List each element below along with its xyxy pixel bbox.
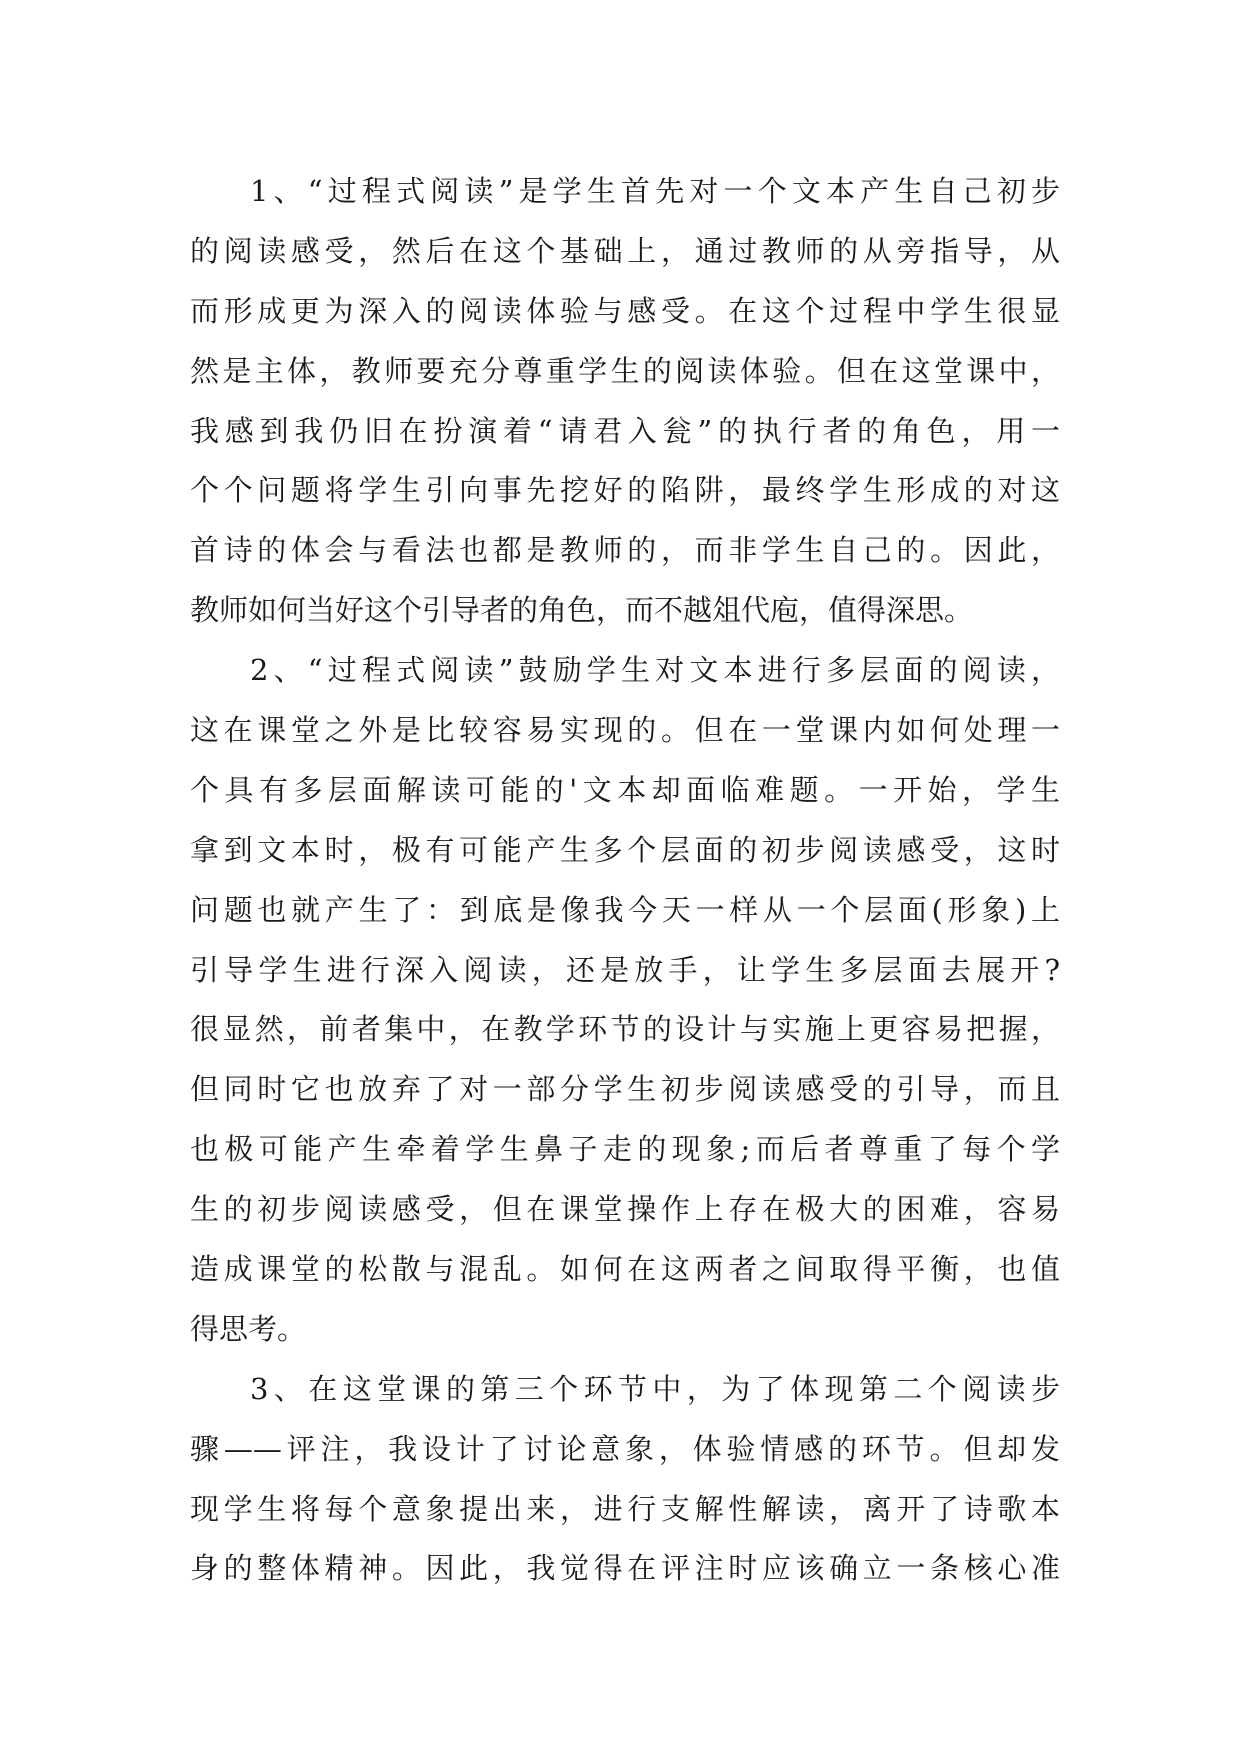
paragraph-2-line-7: 很显然，前者集中，在教学环节的设计与实施上更容易把握， (190, 1012, 1060, 1047)
paragraph-2-line-2: 这在课堂之外是比较容易实现的。但在一堂课内如何处理一 (190, 713, 1060, 748)
paragraph-2-line-5: 问题也就产生了：到底是像我今天一样从一个层面(形象)上 (190, 892, 1060, 927)
paragraph-1-line-8: 教师如何当好这个引导者的角色，而不越俎代庖，值得深思。 (190, 593, 974, 628)
paragraph-2-line-10: 生的初步阅读感受，但在课堂操作上存在极大的困难，容易 (190, 1192, 1060, 1227)
paragraph-2-line-4: 拿到文本时，极有可能产生多个层面的初步阅读感受，这时 (190, 832, 1060, 867)
paragraph-1-line-3: 而形成更为深入的阅读体验与感受。在这个过程中学生很显 (190, 293, 1060, 328)
paragraph-2-line-1: 2、“过程式阅读”鼓励学生对文本进行多层面的阅读， (250, 653, 1060, 688)
paragraph-1-line-1: 1、“过程式阅读”是学生首先对一个文本产生自己初步 (250, 174, 1060, 208)
paragraph-3-line-3: 现学生将每个意象提出来，进行支解性解读，离开了诗歌本 (190, 1491, 1060, 1526)
paragraph-2-line-8: 但同时它也放弃了对一部分学生初步阅读感受的引导，而且 (190, 1072, 1060, 1107)
paragraph-2-line-6: 引导学生进行深入阅读，还是放手，让学生多层面去展开? (190, 952, 1060, 987)
paragraph-2-line-11: 造成课堂的松散与混乱。如何在这两者之间取得平衡，也值 (190, 1252, 1060, 1287)
paragraph-1-line-4: 然是主体，教师要充分尊重学生的阅读体验。但在这堂课中， (190, 353, 1060, 388)
paragraph-1-line-2: 的阅读感受，然后在这个基础上，通过教师的从旁指导，从 (190, 233, 1060, 268)
body-text (190, 162, 1060, 1599)
paragraph-2-line-12: 得思考。 (190, 1311, 307, 1346)
paragraph-1-line-5: 我感到我仍旧在扮演着“请君入瓮”的执行者的角色，用一 (190, 413, 1060, 448)
paragraph-3-line-4: 身的整体精神。因此，我觉得在评注时应该确立一条核心准 (190, 1551, 1060, 1586)
paragraph-1-line-6: 个个问题将学生引向事先挖好的陷阱，最终学生形成的对这 (190, 473, 1060, 508)
paragraph-3-line-1: 3、在这堂课的第三个环节中，为了体现第二个阅读步 (250, 1371, 1060, 1406)
paragraph-1-line-7: 首诗的体会与看法也都是教师的，而非学生自己的。因此， (190, 533, 1060, 568)
paragraph-3-line-2: 骤——评注，我设计了讨论意象，体验情感的环节。但却发 (190, 1431, 1060, 1466)
paragraph-2-line-3: 个具有多层面解读可能的'文本却面临难题。一开始，学生 (190, 772, 1060, 807)
paragraph-2-line-9: 也极可能产生牵着学生鼻子走的现象;而后者尊重了每个学 (190, 1132, 1060, 1167)
